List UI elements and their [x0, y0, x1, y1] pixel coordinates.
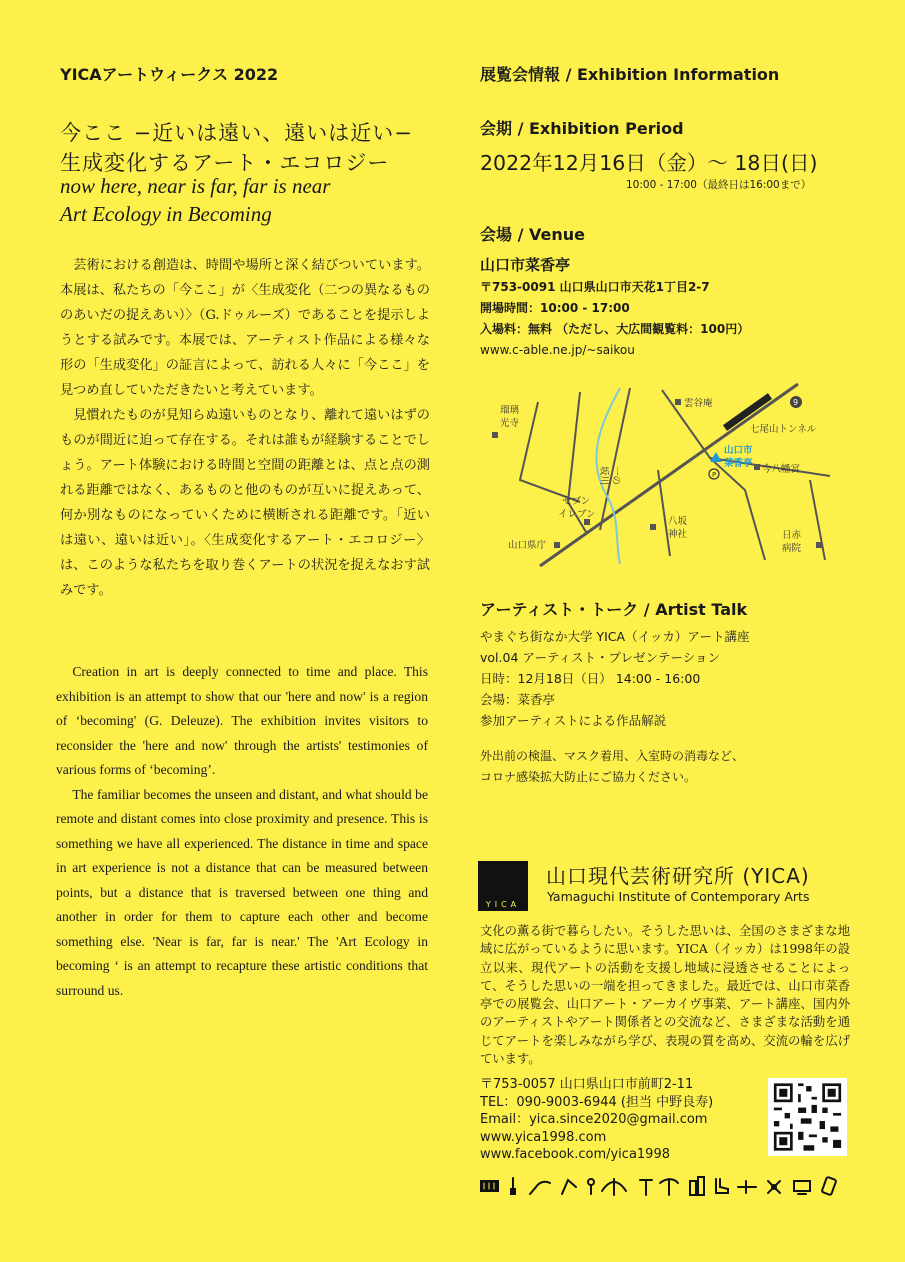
venue-heading: 会場 / Venue [480, 225, 585, 244]
satellite-icon [768, 1181, 780, 1193]
map-label-seven: セブン [562, 496, 591, 507]
covid-notice [480, 746, 744, 788]
route-number: 9 [793, 398, 799, 407]
map-label-venue: 菜香亭 [724, 458, 753, 469]
body-text-en [56, 660, 428, 1003]
artist-talk-heading: アーティスト・トーク / Artist Talk [480, 600, 748, 619]
logo-text: YICA [485, 900, 521, 909]
map-label-imahachiman: 今八幡宮 [762, 464, 801, 475]
venue-marker-icon [710, 452, 722, 462]
hospital-marker [816, 542, 822, 548]
venue-name: 山口市菜香亭 [480, 256, 571, 274]
map-label-ruriko: 光寺 [500, 418, 520, 429]
org-contact [480, 1076, 713, 1164]
road [600, 388, 630, 530]
talk-line: 会場：菜香亭 [480, 692, 556, 707]
title-jp-line: 生成変化するアート・エコロジー [60, 151, 390, 175]
paragraph: 芸術における創造は、時間や場所と深く結びついています。本展は、私たちの「今ここ」が〈生成変化（二つの異なるもののあいだの捉えあい）〉（G.ドゥルーズ）であることを提示しようとする試みです。本展では、アーティスト作品による様々な形の「生成変化」の証言によって、訪れる人々に「今ここ」を見つめ直していただきたいと考えています。 [60, 258, 430, 398]
yasaka-marker [650, 524, 656, 530]
hammer-icon [640, 1180, 652, 1195]
contact-address: 〒753-0057 山口県山口市前町2-11 [480, 1077, 694, 1092]
monitor-icon [794, 1181, 810, 1194]
icon-strip [480, 1175, 852, 1197]
bow-icon [602, 1179, 626, 1195]
phone-icon [822, 1177, 837, 1195]
org-description: 文化の薫る街で暮らしたい。そうした思いは、全国のさまざまな地域に広がっているように思います。YICA（イッカ）は1998年の設立以来、現代アートの活動を支援し地域に浸透させることによって、そうした思いの一端を担ってきました。最近では、山口市菜香亭での展覧会、山口アート・アーカイヴ事業、アート講座、国内外のアーティストやアート関係者との交流など、さまざまな活動を通じてアートを楽しみながら学び、表現の質を高め、交流の輪を広げています。 [480, 924, 850, 1067]
plane-icon [738, 1181, 756, 1193]
map-label-river: 坂川 [598, 466, 609, 486]
map-label-unkokuan: 雲谷庵 [684, 398, 713, 409]
shrine-marker [754, 464, 760, 470]
venue-hours: 開場時間：10:00 - 17:00 [480, 301, 630, 315]
period-date: 2022年12月16日（金）〜 18日(日) [480, 151, 818, 175]
map-label-yasaka: 八坂 [668, 516, 688, 527]
contact-email[interactable]: Email：yica.since2020@gmail.com [480, 1112, 708, 1127]
map-label-tunnel: 七尾山トンネル [750, 424, 817, 435]
body-text-jp [60, 253, 430, 603]
exhibition-title-en [60, 172, 330, 228]
event-series-title: YICAアートウィークス 2022 [60, 65, 279, 84]
title-en-line: Art Ecology in Becoming [60, 202, 272, 226]
qr-code[interactable] [768, 1078, 847, 1156]
org-name-jp: 山口現代芸術研究所 (YICA) [546, 864, 810, 888]
road [520, 402, 580, 502]
talk-line: やまぐち街なか大学 YICA（イッカ）アート講座 [480, 629, 750, 644]
title-en-line: now here, near is far, far is near [60, 174, 331, 198]
unkokuan-marker [675, 399, 681, 405]
contact-tel: TEL：090-9003-6944 (担当 中野良寿) [480, 1094, 714, 1110]
piano-icon [480, 1181, 498, 1191]
map-label-kencho: 山口県庁 [508, 540, 547, 551]
venue-url[interactable]: www.c-able.ne.jp/~saikou [480, 343, 635, 357]
sickle-icon [530, 1182, 550, 1194]
map-label-yasaka: 神社 [668, 529, 688, 540]
venue-map [480, 380, 840, 570]
paragraph: 見慣れたものが見知らぬ遠いものとなり、離れて遠いはずのものが間近に迫って存在する。それは誰もが経験することでしょう。アート体験における時間と空間の距離とは、点と点の測れる距離ではなく、あるものと他のものが互いに捉えあって、何か別なものになっていくために横断される距離です。「近いは遠い、遠いは近い」。〈生成変化するアート・エコロジー〉は、このような私たちを取り巻くアートの状況を捉えなおす試みです。 [60, 408, 430, 598]
bulb-icon [588, 1179, 594, 1194]
kencho-marker [554, 542, 560, 548]
period-heading: 会期 / Exhibition Period [480, 119, 684, 138]
map-label-hospital: 日赤 [782, 530, 802, 541]
map-label-river: 一の [610, 466, 621, 486]
talk-line: 参加アーティストによる作品解説 [480, 713, 667, 728]
talk-line: 日時：12月18日（日） 14:00 - 16:00 [480, 671, 701, 686]
pick-icon [660, 1179, 678, 1195]
paragraph: The familiar becomes the unseen and distant, and what should be remote and distant comes into close proximity and presence. This is something we have all experienced. The distance in time and space in art experience is not a distance that can be measured between points, but a distance that is traversed between one thing and another in order for them to capture each other and become something else. 'Near is far, far is near.' The 'Art Ecology in becoming ‘ is an attempt to recapture these artistic conditions that surround us. [56, 786, 428, 998]
map-label-venue: 山口市 [724, 445, 753, 456]
map-label-ruriko: 瑠璃 [500, 405, 520, 416]
temple-marker [492, 432, 498, 438]
map-label-seven: イレブン [558, 509, 596, 520]
exhibition-info-heading: 展覧会情報 / Exhibition Information [480, 65, 780, 84]
notice-line: 外出前の検温、マスク着用、入室時の消毒など、 [480, 749, 745, 763]
talk-line: vol.04 アーティスト・プレゼンテーション [480, 650, 720, 665]
map-label-hospital: 病院 [782, 543, 802, 554]
boot-icon [716, 1179, 728, 1193]
parking-label: P [712, 471, 717, 479]
exhibition-title-jp [60, 118, 413, 178]
period-time: 10:00 - 17:00（最終日は16:00まで） [626, 179, 812, 191]
paragraph: Creation in art is deeply connected to time and place. This exhibition is an attempt to show that our 'here and now' is a region of ‘becoming' (G. Deleuze). The exhibition invites visitors to reconsider the 'here and now' through the artists' testimonies of various forms of ‘becoming’. [56, 664, 428, 777]
yica-logo [478, 861, 528, 911]
venue-admission: 入場料：無料 （ただし、大広間観覧料：100円） [480, 322, 750, 336]
venue-address: 〒753-0091 山口県山口市天花1丁目2-7 [480, 280, 710, 294]
title-jp-line: 今ここ −近いは遠い、遠いは近い− [60, 121, 413, 145]
contact-facebook[interactable]: www.facebook.com/yica1998 [480, 1147, 670, 1162]
notice-line: コロナ感染拡大防止にご協力ください。 [480, 770, 697, 784]
artist-talk-details [480, 626, 749, 731]
hook-icon [562, 1180, 576, 1194]
brush-icon [511, 1178, 515, 1194]
contact-website[interactable]: www.yica1998.com [480, 1129, 607, 1145]
building-icon [690, 1177, 704, 1195]
org-name-en: Yamaguchi Institute of Contemporary Arts [547, 889, 810, 904]
